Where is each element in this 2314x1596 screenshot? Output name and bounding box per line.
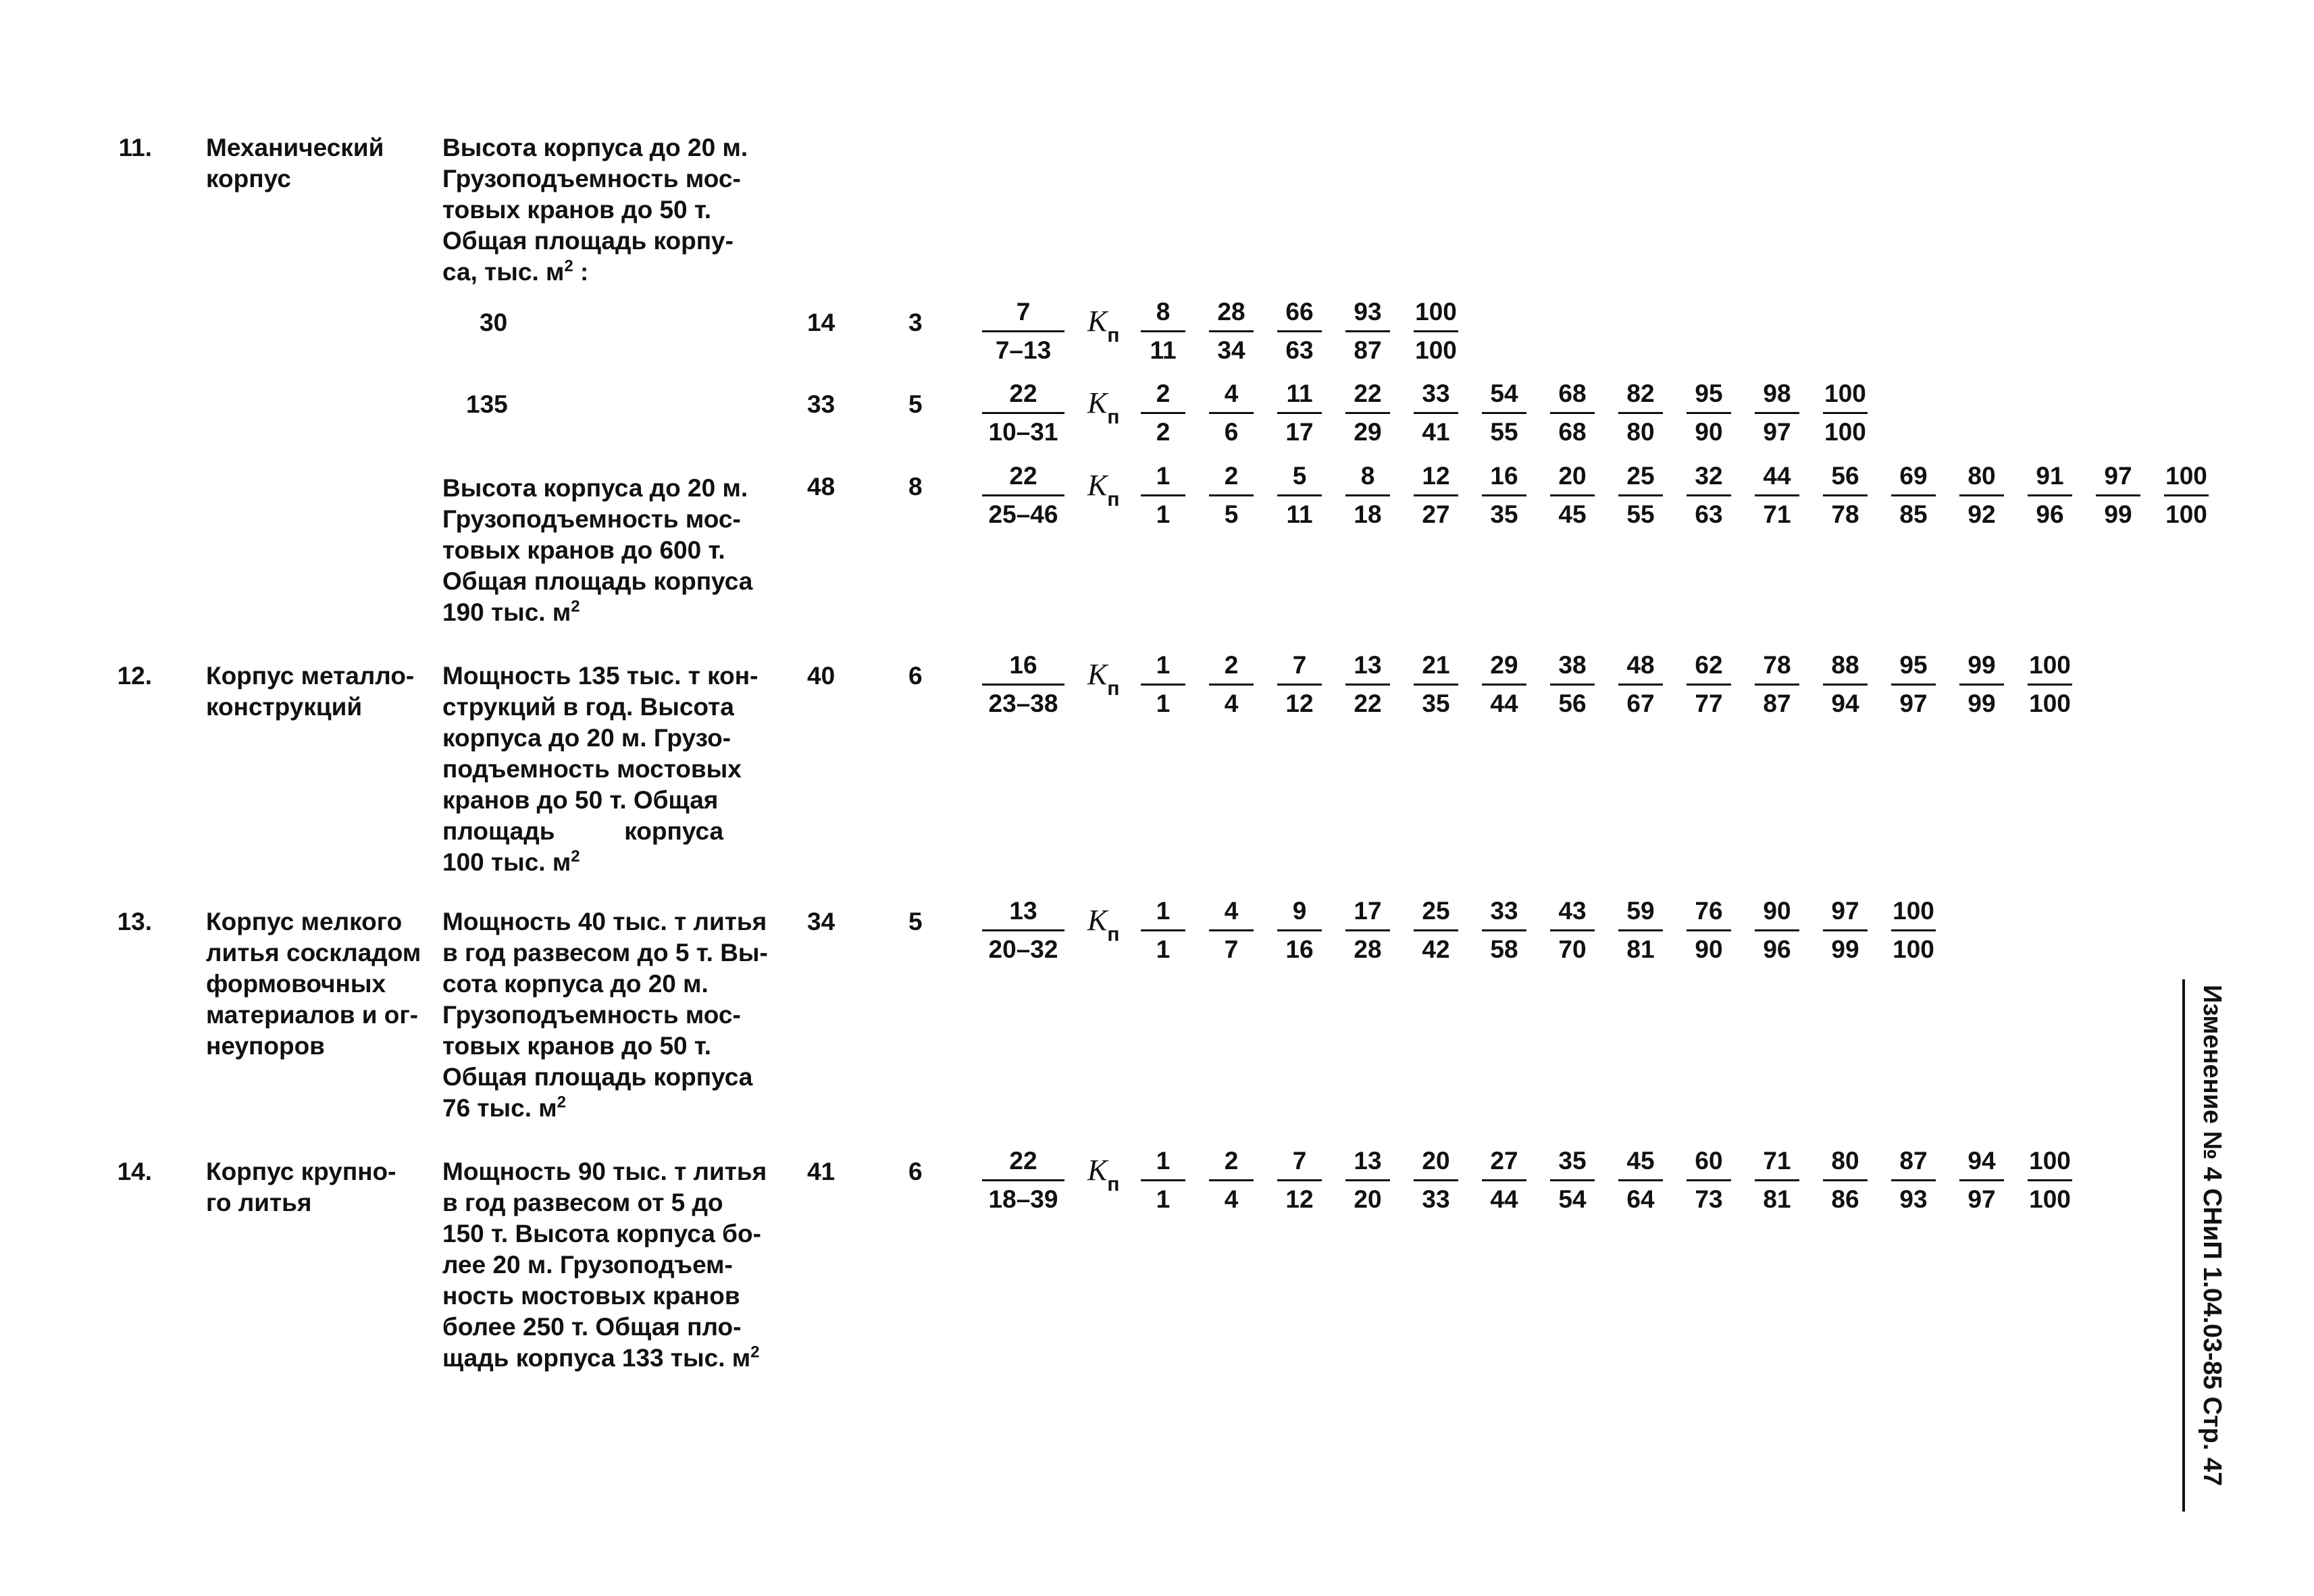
kp-fraction bbox=[1343, 458, 1393, 533]
numerator: 22 bbox=[1009, 380, 1037, 407]
kp-fraction bbox=[1684, 647, 1734, 722]
kp-symbol bbox=[1087, 659, 1119, 700]
item-name: Механический корпус bbox=[206, 134, 384, 192]
denominator: 11 bbox=[1286, 500, 1313, 528]
kp-fraction bbox=[1684, 458, 1734, 533]
item-number: 12. bbox=[117, 662, 152, 690]
kp-symbol bbox=[1087, 306, 1119, 347]
denominator: 44 bbox=[1490, 1185, 1518, 1213]
kp-subscript: п bbox=[1107, 324, 1120, 346]
area-label: 30 bbox=[480, 309, 508, 336]
kp-fraction bbox=[1411, 458, 1461, 533]
denominator: 77 bbox=[1695, 690, 1723, 717]
kp-fraction bbox=[1343, 1143, 1393, 1218]
denominator: 35 bbox=[1490, 500, 1518, 528]
denominator: 7–13 bbox=[995, 336, 1052, 364]
kp-fraction bbox=[1888, 893, 1938, 968]
kp-fraction bbox=[1206, 458, 1256, 533]
denominator: 100 bbox=[1415, 336, 1457, 364]
kp-fraction bbox=[1479, 1143, 1529, 1218]
numerator: 69 bbox=[1899, 462, 1928, 490]
column-value-2: 5 bbox=[908, 390, 923, 418]
numerator: 95 bbox=[1899, 651, 1928, 679]
superscript: 2 bbox=[557, 1093, 567, 1112]
kp-fraction bbox=[1616, 1143, 1666, 1218]
kp-symbol bbox=[1087, 470, 1119, 511]
numerator: 22 bbox=[1009, 462, 1037, 490]
item-name: Корпус крупно- го литья bbox=[206, 1158, 396, 1216]
kp-fraction bbox=[1820, 1143, 1870, 1218]
kp-fraction bbox=[1888, 647, 1938, 722]
item-number: 13. bbox=[117, 908, 152, 935]
kp-subscript: п bbox=[1107, 488, 1120, 511]
numerator: 5 bbox=[1292, 462, 1307, 490]
numerator: 76 bbox=[1695, 897, 1723, 925]
kp-fraction bbox=[1752, 1143, 1802, 1218]
kp-fraction bbox=[1547, 647, 1597, 722]
numerator: 43 bbox=[1558, 897, 1587, 925]
denominator: 55 bbox=[1490, 418, 1518, 446]
denominator: 58 bbox=[1490, 935, 1518, 963]
kp-fraction bbox=[1138, 458, 1188, 533]
denominator: 12 bbox=[1285, 1185, 1314, 1213]
numerator: 97 bbox=[2104, 462, 2132, 490]
numerator: 93 bbox=[1354, 298, 1382, 326]
denominator: 22 bbox=[1354, 690, 1382, 717]
denominator: 97 bbox=[1899, 690, 1928, 717]
kp-fraction bbox=[1411, 893, 1461, 968]
denominator: 4 bbox=[1224, 690, 1239, 717]
denominator: 87 bbox=[1354, 336, 1382, 364]
numerator: 71 bbox=[1763, 1147, 1791, 1175]
kp-fraction bbox=[1343, 647, 1393, 722]
kp-fraction bbox=[1820, 458, 1870, 533]
numerator: 27 bbox=[1490, 1147, 1518, 1175]
denominator: 56 bbox=[1558, 690, 1587, 717]
sidebar-caption: Изменение № 4 СНиП 1.04.03-85 Стр. 47 bbox=[2182, 979, 2232, 1512]
kp-fraction bbox=[1275, 647, 1325, 722]
column-value-1: 48 bbox=[807, 473, 835, 500]
kp-fraction bbox=[1206, 893, 1256, 968]
kp-symbol bbox=[1087, 905, 1119, 946]
column-value-2: 6 bbox=[908, 1158, 923, 1185]
numerator: 29 bbox=[1490, 651, 1518, 679]
kp-fraction bbox=[1752, 647, 1802, 722]
numerator: 20 bbox=[1422, 1147, 1450, 1175]
numerator: 2 bbox=[1224, 651, 1239, 679]
numerator: 91 bbox=[2036, 462, 2064, 490]
denominator: 81 bbox=[1626, 935, 1655, 963]
kp-symbol bbox=[1087, 1155, 1119, 1196]
range-fraction bbox=[979, 1143, 1067, 1218]
numerator: 7 bbox=[1292, 651, 1307, 679]
numerator: 100 bbox=[2029, 651, 2071, 679]
kp-fraction bbox=[1616, 647, 1666, 722]
kp-fraction bbox=[1138, 294, 1188, 369]
kp-subscript: п bbox=[1107, 923, 1120, 946]
denominator: 70 bbox=[1558, 935, 1587, 963]
column-value-2: 3 bbox=[908, 309, 923, 336]
denominator: 7 bbox=[1224, 935, 1239, 963]
denominator: 10–31 bbox=[988, 418, 1058, 446]
numerator: 8 bbox=[1156, 298, 1171, 326]
kp-symbol bbox=[1087, 388, 1119, 429]
kp-fraction bbox=[2093, 458, 2143, 533]
numerator: 2 bbox=[1224, 1147, 1239, 1175]
numerator: 97 bbox=[1831, 897, 1859, 925]
numerator: 33 bbox=[1422, 380, 1450, 407]
denominator: 100 bbox=[2029, 690, 2071, 717]
kp-fraction bbox=[1275, 458, 1325, 533]
denominator: 54 bbox=[1558, 1185, 1587, 1213]
superscript: 2 bbox=[571, 597, 580, 616]
denominator: 92 bbox=[1968, 500, 1996, 528]
kp-fraction bbox=[2161, 458, 2211, 533]
denominator: 18–39 bbox=[988, 1185, 1058, 1213]
column-value-1: 33 bbox=[807, 390, 835, 418]
numerator: 32 bbox=[1695, 462, 1723, 490]
numerator: 4 bbox=[1224, 897, 1239, 925]
denominator: 1 bbox=[1156, 1185, 1171, 1213]
numerator: 22 bbox=[1354, 380, 1382, 407]
denominator: 90 bbox=[1695, 418, 1723, 446]
denominator: 78 bbox=[1831, 500, 1859, 528]
item-description-text: Мощность 40 тыс. т литья в год развесом до 5 т. Вы- сота корпуса до 20 м. Грузоподъемность мос- товых кранов до 50 т. Общая площадь корпуса 76 тыс. м bbox=[442, 908, 768, 1122]
column-value-1: 40 bbox=[807, 662, 835, 690]
kp-fraction bbox=[1343, 893, 1393, 968]
numerator: 45 bbox=[1626, 1147, 1655, 1175]
numerator: 16 bbox=[1009, 651, 1037, 679]
denominator: 28 bbox=[1354, 935, 1382, 963]
item-description bbox=[442, 132, 753, 288]
kp-subscript: п bbox=[1107, 677, 1120, 700]
kp-fraction bbox=[1888, 1143, 1938, 1218]
kp-fraction bbox=[1138, 376, 1188, 451]
item-description bbox=[442, 1156, 767, 1374]
denominator: 25–46 bbox=[988, 500, 1058, 528]
denominator: 86 bbox=[1831, 1185, 1859, 1213]
numerator: 4 bbox=[1224, 380, 1239, 407]
kp-fraction bbox=[2025, 647, 2075, 722]
kp-fraction bbox=[1479, 376, 1529, 451]
numerator: 87 bbox=[1899, 1147, 1928, 1175]
column-value-2: 5 bbox=[908, 908, 923, 935]
denominator: 55 bbox=[1626, 500, 1655, 528]
numerator: 38 bbox=[1558, 651, 1587, 679]
kp-fraction bbox=[1547, 376, 1597, 451]
numerator: 12 bbox=[1422, 462, 1450, 490]
superscript: 2 bbox=[750, 1343, 760, 1362]
item-description-text: Высота корпуса до 20 м. Грузоподъемность мос- товых кранов до 600 т. Общая площадь корпуса 190 тыс. м bbox=[442, 474, 753, 626]
numerator: 82 bbox=[1626, 380, 1655, 407]
range-fraction bbox=[979, 647, 1067, 722]
item-name: Корпус мелкого литья соскладом формовочных материалов и ог- неупоров bbox=[206, 908, 421, 1060]
numerator: 28 bbox=[1217, 298, 1245, 326]
kp-fraction bbox=[1820, 376, 1870, 451]
denominator: 34 bbox=[1217, 336, 1245, 364]
item-description bbox=[442, 661, 759, 878]
range-fraction bbox=[979, 893, 1067, 968]
kp-fraction bbox=[1206, 294, 1256, 369]
denominator: 64 bbox=[1626, 1185, 1655, 1213]
kp-fraction bbox=[1275, 376, 1325, 451]
kp-fraction bbox=[1752, 893, 1802, 968]
numerator: 13 bbox=[1354, 651, 1382, 679]
numerator: 94 bbox=[1968, 1147, 1996, 1175]
kp-fraction bbox=[1479, 647, 1529, 722]
numerator: 25 bbox=[1422, 897, 1450, 925]
kp-subscript: п bbox=[1107, 1173, 1120, 1195]
denominator: 29 bbox=[1354, 418, 1382, 446]
numerator: 100 bbox=[2029, 1147, 2071, 1175]
item-description bbox=[442, 473, 753, 628]
numerator: 13 bbox=[1009, 897, 1037, 925]
numerator: 98 bbox=[1763, 380, 1791, 407]
kp-fraction bbox=[1206, 1143, 1256, 1218]
denominator: 45 bbox=[1558, 500, 1587, 528]
column-value-1: 41 bbox=[807, 1158, 835, 1185]
denominator: 11 bbox=[1150, 336, 1177, 364]
denominator: 97 bbox=[1763, 418, 1791, 446]
item-description bbox=[442, 906, 768, 1124]
kp-fraction bbox=[1479, 458, 1529, 533]
kp-fraction bbox=[1888, 458, 1938, 533]
kp-fraction bbox=[1275, 1143, 1325, 1218]
numerator: 13 bbox=[1354, 1147, 1382, 1175]
kp-fraction bbox=[1343, 294, 1393, 369]
kp-fraction bbox=[2025, 458, 2075, 533]
numerator: 1 bbox=[1156, 462, 1171, 490]
item-number: 11. bbox=[118, 134, 152, 161]
kp-fraction bbox=[1411, 647, 1461, 722]
kp-fraction bbox=[1138, 647, 1188, 722]
numerator: 2 bbox=[1224, 462, 1239, 490]
denominator: 17 bbox=[1285, 418, 1314, 446]
numerator: 99 bbox=[1968, 651, 1996, 679]
range-fraction bbox=[979, 458, 1067, 533]
kp-fraction bbox=[1547, 893, 1597, 968]
kp-fraction bbox=[1275, 893, 1325, 968]
kp-fraction bbox=[1820, 893, 1870, 968]
denominator: 99 bbox=[1831, 935, 1859, 963]
kp-fraction bbox=[1547, 1143, 1597, 1218]
numerator: 1 bbox=[1156, 1147, 1171, 1175]
numerator: 54 bbox=[1490, 380, 1518, 407]
item-description-text: Мощность 135 тыс. т кон- струкций в год. Высота корпуса до 20 м. Грузо- подъемность мостовых кранов до 50 т. Общая площадь корпуса 100 тыс. м bbox=[442, 662, 759, 876]
denominator: 68 bbox=[1558, 418, 1587, 446]
item-description-text: Высота корпуса до 20 м. Грузоподъемность мос- товых кранов до 50 т. Общая площадь корпу- са, тыс. м bbox=[442, 134, 748, 286]
numerator: 16 bbox=[1490, 462, 1518, 490]
denominator: 27 bbox=[1422, 500, 1450, 528]
denominator: 97 bbox=[1968, 1185, 1996, 1213]
kp-fraction bbox=[1479, 893, 1529, 968]
kp-letter: K bbox=[1087, 1154, 1108, 1187]
numerator: 8 bbox=[1360, 462, 1375, 490]
numerator: 35 bbox=[1558, 1147, 1587, 1175]
denominator: 42 bbox=[1422, 935, 1450, 963]
numerator: 44 bbox=[1763, 462, 1791, 490]
kp-fraction bbox=[1820, 647, 1870, 722]
numerator: 7 bbox=[1016, 298, 1031, 326]
numerator: 100 bbox=[2165, 462, 2207, 490]
numerator: 100 bbox=[1824, 380, 1866, 407]
denominator: 44 bbox=[1490, 690, 1518, 717]
numerator: 1 bbox=[1156, 897, 1171, 925]
desc-tail: : bbox=[573, 258, 589, 286]
numerator: 62 bbox=[1695, 651, 1723, 679]
kp-fraction bbox=[1957, 458, 2007, 533]
denominator: 16 bbox=[1285, 935, 1314, 963]
kp-letter: K bbox=[1087, 386, 1108, 419]
denominator: 96 bbox=[2036, 500, 2064, 528]
item-number: 14. bbox=[117, 1158, 152, 1185]
kp-fraction bbox=[1616, 376, 1666, 451]
numerator: 80 bbox=[1968, 462, 1996, 490]
numerator: 100 bbox=[1415, 298, 1457, 326]
denominator: 87 bbox=[1763, 690, 1791, 717]
denominator: 67 bbox=[1626, 690, 1655, 717]
denominator: 4 bbox=[1224, 1185, 1239, 1213]
kp-letter: K bbox=[1087, 305, 1108, 338]
numerator: 25 bbox=[1626, 462, 1655, 490]
denominator: 63 bbox=[1695, 500, 1723, 528]
kp-fraction bbox=[1206, 376, 1256, 451]
denominator: 6 bbox=[1224, 418, 1239, 446]
denominator: 100 bbox=[2165, 500, 2207, 528]
superscript: 2 bbox=[564, 257, 573, 276]
kp-fraction bbox=[1411, 1143, 1461, 1218]
denominator: 90 bbox=[1695, 935, 1723, 963]
denominator: 1 bbox=[1156, 935, 1171, 963]
denominator: 73 bbox=[1695, 1185, 1723, 1213]
column-value-1: 34 bbox=[807, 908, 835, 935]
denominator: 33 bbox=[1422, 1185, 1450, 1213]
denominator: 20 bbox=[1354, 1185, 1382, 1213]
denominator: 81 bbox=[1763, 1185, 1791, 1213]
item-description-text: Мощность 90 тыс. т литья в год развесом от 5 до 150 т. Высота корпуса бо- лее 20 м. Грузоподъем- ность мостовых кранов более 250 т. Общая пло- щадь корпуса 133 тыс. м bbox=[442, 1158, 767, 1372]
denominator: 99 bbox=[1968, 690, 1996, 717]
denominator: 85 bbox=[1899, 500, 1928, 528]
denominator: 100 bbox=[2029, 1185, 2071, 1213]
denominator: 96 bbox=[1763, 935, 1791, 963]
kp-fraction bbox=[1343, 376, 1393, 451]
numerator: 90 bbox=[1763, 897, 1791, 925]
denominator: 41 bbox=[1422, 418, 1450, 446]
denominator: 1 bbox=[1156, 690, 1171, 717]
denominator: 2 bbox=[1156, 418, 1171, 446]
numerator: 66 bbox=[1285, 298, 1314, 326]
numerator: 56 bbox=[1831, 462, 1859, 490]
denominator: 5 bbox=[1224, 500, 1239, 528]
area-label: 135 bbox=[466, 390, 508, 418]
denominator: 71 bbox=[1763, 500, 1791, 528]
kp-fraction bbox=[1684, 1143, 1734, 1218]
numerator: 9 bbox=[1292, 897, 1307, 925]
denominator: 1 bbox=[1156, 500, 1171, 528]
denominator: 23–38 bbox=[988, 690, 1058, 717]
superscript: 2 bbox=[571, 847, 580, 866]
numerator: 33 bbox=[1490, 897, 1518, 925]
numerator: 80 bbox=[1831, 1147, 1859, 1175]
numerator: 100 bbox=[1893, 897, 1934, 925]
denominator: 63 bbox=[1285, 336, 1314, 364]
column-value-1: 14 bbox=[807, 309, 835, 336]
numerator: 59 bbox=[1626, 897, 1655, 925]
kp-letter: K bbox=[1087, 658, 1108, 691]
numerator: 48 bbox=[1626, 651, 1655, 679]
numerator: 78 bbox=[1763, 651, 1791, 679]
kp-fraction bbox=[1138, 1143, 1188, 1218]
denominator: 12 bbox=[1285, 690, 1314, 717]
denominator: 94 bbox=[1831, 690, 1859, 717]
denominator: 100 bbox=[1824, 418, 1866, 446]
kp-fraction bbox=[1616, 458, 1666, 533]
kp-letter: K bbox=[1087, 904, 1108, 937]
kp-fraction bbox=[1957, 647, 2007, 722]
kp-fraction bbox=[1411, 294, 1461, 369]
kp-letter: K bbox=[1087, 469, 1108, 502]
kp-fraction bbox=[1616, 893, 1666, 968]
numerator: 60 bbox=[1695, 1147, 1723, 1175]
denominator: 80 bbox=[1626, 418, 1655, 446]
kp-fraction bbox=[1547, 458, 1597, 533]
numerator: 88 bbox=[1831, 651, 1859, 679]
kp-fraction bbox=[1752, 376, 1802, 451]
column-value-2: 6 bbox=[908, 662, 923, 690]
kp-fraction bbox=[1275, 294, 1325, 369]
numerator: 20 bbox=[1558, 462, 1587, 490]
kp-fraction bbox=[1684, 376, 1734, 451]
numerator: 1 bbox=[1156, 651, 1171, 679]
numerator: 2 bbox=[1156, 380, 1171, 407]
numerator: 7 bbox=[1292, 1147, 1307, 1175]
denominator: 100 bbox=[1893, 935, 1934, 963]
denominator: 99 bbox=[2104, 500, 2132, 528]
column-value-2: 8 bbox=[908, 473, 923, 500]
denominator: 18 bbox=[1354, 500, 1382, 528]
kp-fraction bbox=[1138, 893, 1188, 968]
kp-fraction bbox=[2025, 1143, 2075, 1218]
kp-fraction bbox=[1684, 893, 1734, 968]
item-name: Корпус металло- конструкций bbox=[206, 662, 415, 721]
numerator: 21 bbox=[1422, 651, 1450, 679]
kp-fraction bbox=[1752, 458, 1802, 533]
numerator: 11 bbox=[1286, 380, 1313, 407]
denominator: 35 bbox=[1422, 690, 1450, 717]
kp-fraction bbox=[1411, 376, 1461, 451]
kp-fraction bbox=[1206, 647, 1256, 722]
range-fraction bbox=[979, 294, 1067, 369]
numerator: 68 bbox=[1558, 380, 1587, 407]
denominator: 20–32 bbox=[988, 935, 1058, 963]
range-fraction bbox=[979, 376, 1067, 451]
numerator: 95 bbox=[1695, 380, 1723, 407]
kp-subscript: п bbox=[1107, 405, 1120, 428]
numerator: 22 bbox=[1009, 1147, 1037, 1175]
kp-fraction bbox=[1957, 1143, 2007, 1218]
numerator: 17 bbox=[1354, 897, 1382, 925]
denominator: 93 bbox=[1899, 1185, 1928, 1213]
